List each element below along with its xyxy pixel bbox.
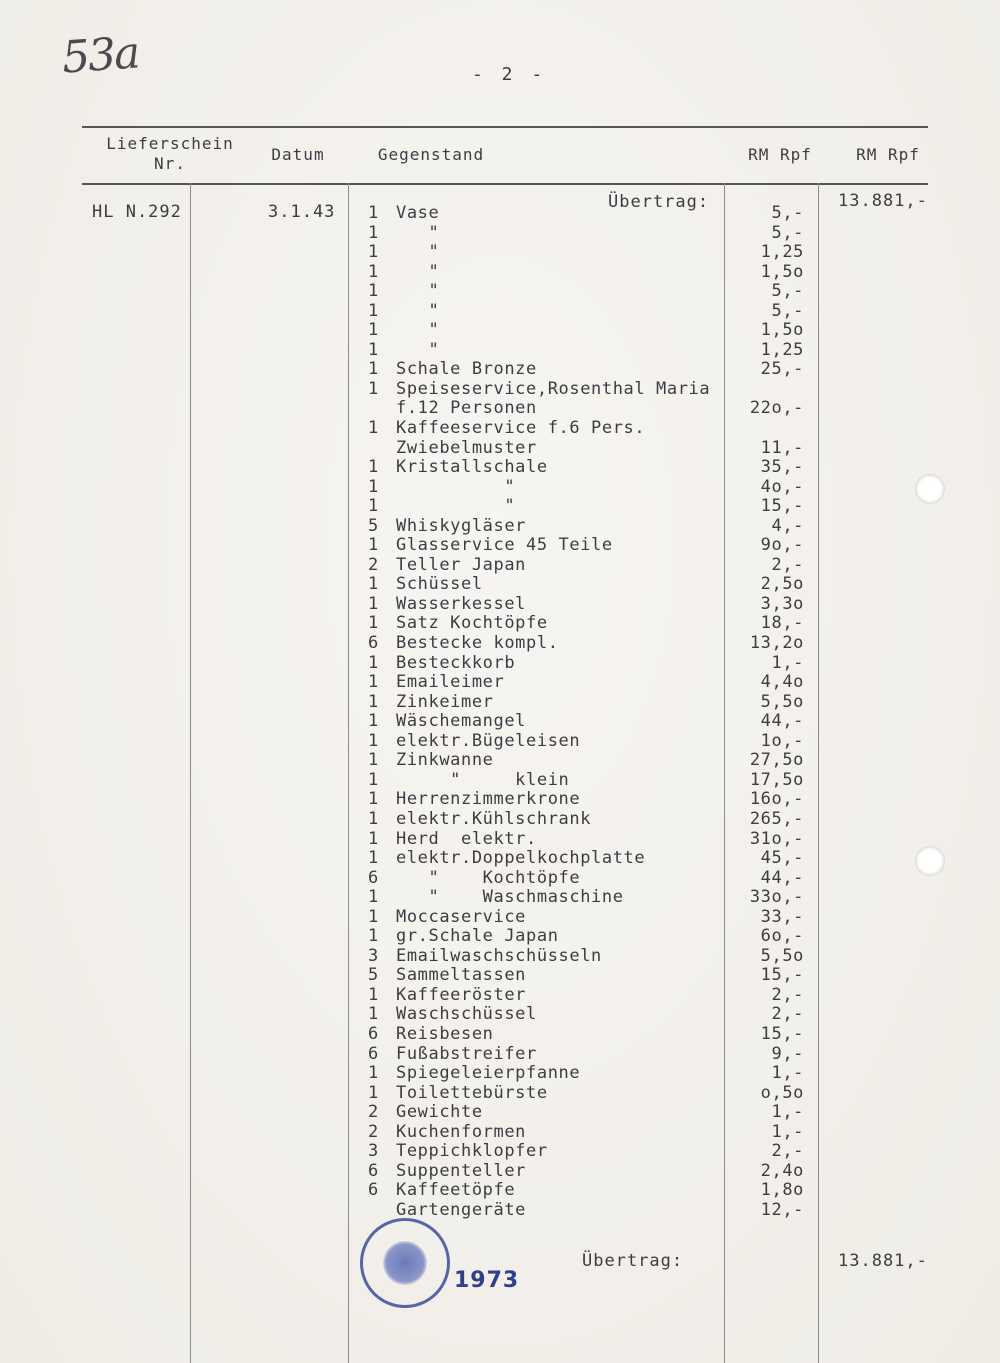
item-quantity: 1 <box>368 926 379 947</box>
item-description: Wäschemangel <box>396 711 527 732</box>
column-divider-4 <box>818 183 819 1363</box>
item-description: Emaileimer <box>396 672 505 693</box>
item-description: f.12 Personen <box>396 398 537 419</box>
list-item <box>368 556 818 576</box>
item-price: 1,- <box>771 652 804 673</box>
item-description: Kaffeeservice f.6 Pers. <box>396 418 646 439</box>
list-item <box>368 478 818 498</box>
column-divider-2 <box>348 183 349 1363</box>
handwritten-page-annotation: 53a <box>60 27 140 84</box>
item-price: 15,- <box>760 1023 804 1044</box>
item-price: 1o,- <box>760 730 804 751</box>
item-description: Kaffeeröster <box>396 984 527 1005</box>
list-item <box>368 673 818 693</box>
item-quantity: 2 <box>368 1102 379 1123</box>
item-price: 2,5o <box>760 574 804 595</box>
list-item <box>368 966 818 986</box>
list-item <box>368 243 818 263</box>
list-item <box>368 654 818 674</box>
item-quantity: 1 <box>368 769 379 790</box>
list-item <box>368 575 818 595</box>
item-description: " <box>396 281 440 302</box>
item-price: 1,25 <box>760 242 804 263</box>
item-quantity: 1 <box>368 887 379 908</box>
list-item <box>368 595 818 615</box>
item-quantity: 2 <box>368 1121 379 1142</box>
item-price: 1,- <box>771 1063 804 1084</box>
list-item <box>368 282 818 302</box>
item-price: 5,- <box>771 203 804 223</box>
stamp-emblem-icon <box>383 1241 427 1285</box>
item-quantity: 1 <box>368 1004 379 1025</box>
carry-over-value-top: 13.881,- <box>838 191 928 211</box>
item-description: Zwiebelmuster <box>396 437 537 458</box>
item-quantity: 1 <box>368 261 379 282</box>
item-quantity: 3 <box>368 945 379 966</box>
item-description: Toilettebürste <box>396 1082 548 1103</box>
item-description: Sammeltassen <box>396 965 527 986</box>
header-price-rm-rpf: RM Rpf <box>748 145 812 164</box>
list-item <box>368 1181 818 1201</box>
item-quantity: 6 <box>368 633 379 654</box>
list-item <box>368 302 818 322</box>
column-divider-1 <box>190 183 191 1363</box>
list-item <box>368 986 818 1006</box>
item-price: 9,- <box>771 1043 804 1064</box>
item-quantity: 1 <box>368 672 379 693</box>
item-description: " Waschmaschine <box>396 887 624 908</box>
archive-stamp <box>360 1218 450 1308</box>
item-description: Satz Kochtöpfe <box>396 613 548 634</box>
item-quantity: 5 <box>368 965 379 986</box>
item-description: Waschschüssel <box>396 1004 537 1025</box>
item-quantity: 1 <box>368 593 379 614</box>
item-price: 22o,- <box>749 398 804 419</box>
list-item <box>368 947 818 967</box>
item-description: " klein <box>396 769 570 790</box>
item-price: 45,- <box>760 848 804 869</box>
item-quantity: 1 <box>368 808 379 829</box>
item-description: Kaffeetöpfe <box>396 1180 516 1201</box>
item-quantity: 1 <box>368 378 379 399</box>
item-description: Teller Japan <box>396 554 527 575</box>
list-item <box>368 1045 818 1065</box>
list-item <box>368 732 818 752</box>
item-price: 17,5o <box>749 769 804 790</box>
header-delivery-note-line2: Nr. <box>154 154 186 173</box>
carry-over-value-bottom: 13.881,- <box>838 1251 928 1271</box>
item-description: " <box>396 339 440 360</box>
item-description: Moccaservice <box>396 906 527 927</box>
item-price: 1,- <box>771 1121 804 1142</box>
item-quantity: 1 <box>368 1063 379 1084</box>
item-quantity: 1 <box>368 242 379 263</box>
item-quantity: 6 <box>368 1180 379 1201</box>
item-description: Speiseservice,Rosenthal Maria <box>396 378 711 399</box>
item-price: 2,- <box>771 554 804 575</box>
item-description: " <box>396 300 440 321</box>
item-description: Whiskygläser <box>396 515 527 536</box>
item-quantity: 1 <box>368 906 379 927</box>
list-item <box>368 497 818 517</box>
list-item <box>368 1103 818 1123</box>
list-item <box>368 419 818 439</box>
item-description: Kristallschale <box>396 457 548 478</box>
delivery-note-number: HL N.292 <box>92 202 182 222</box>
item-quantity: 1 <box>368 222 379 243</box>
item-description: Wasserkessel <box>396 593 527 614</box>
page-number: - 2 - <box>472 64 547 85</box>
item-description: elektr.Doppelkochplatte <box>396 848 646 869</box>
item-price: 25,- <box>760 359 804 380</box>
list-item <box>368 360 818 380</box>
item-price: 35,- <box>760 457 804 478</box>
item-description: Fußabstreifer <box>396 1043 537 1064</box>
item-description: Zinkwanne <box>396 750 494 771</box>
item-price: 5,5o <box>760 691 804 712</box>
item-price: 5,- <box>771 300 804 321</box>
item-description: Herrenzimmerkrone <box>396 789 581 810</box>
list-item <box>368 888 818 908</box>
item-price: 2,4o <box>760 1160 804 1181</box>
list-item <box>368 849 818 869</box>
item-quantity: 2 <box>368 554 379 575</box>
item-price: 2,- <box>771 984 804 1005</box>
item-description: Reisbesen <box>396 1023 494 1044</box>
item-description: Kuchenformen <box>396 1121 527 1142</box>
item-quantity: 1 <box>368 789 379 810</box>
list-item <box>368 614 818 634</box>
list-item <box>368 380 818 400</box>
header-total-rm-rpf: RM Rpf <box>856 145 920 164</box>
item-quantity: 3 <box>368 1141 379 1162</box>
list-item <box>368 771 818 791</box>
list-item <box>368 869 818 889</box>
carry-over-label-bottom: Übertrag: <box>582 1251 684 1271</box>
item-quantity: 1 <box>368 418 379 439</box>
item-description: Glasservice 45 Teile <box>396 535 613 556</box>
list-item <box>368 341 818 361</box>
item-description: " <box>396 320 440 341</box>
item-price: 4,4o <box>760 672 804 693</box>
item-price: 4,- <box>771 515 804 536</box>
item-price: 5,- <box>771 222 804 243</box>
item-quantity: 1 <box>368 652 379 673</box>
stamp-year: 1973 <box>454 1268 520 1293</box>
item-description: Schüssel <box>396 574 483 595</box>
list-item <box>368 517 818 537</box>
item-quantity: 1 <box>368 613 379 634</box>
item-description: " <box>396 222 440 243</box>
item-quantity: 1 <box>368 1082 379 1103</box>
item-price: 1,5o <box>760 261 804 282</box>
item-quantity: 1 <box>368 203 379 223</box>
item-price: 6o,- <box>760 926 804 947</box>
item-list <box>368 204 818 1220</box>
item-price: 1,25 <box>760 339 804 360</box>
item-description: Schale Bronze <box>396 359 537 380</box>
list-item <box>368 1084 818 1104</box>
item-price: 15,- <box>760 496 804 517</box>
list-item <box>368 399 818 419</box>
header-item: Gegenstand <box>377 145 485 164</box>
list-item <box>368 810 818 830</box>
item-description: Besteckkorb <box>396 652 516 673</box>
item-quantity: 1 <box>368 320 379 341</box>
item-price: 1,5o <box>760 320 804 341</box>
item-quantity: 1 <box>368 691 379 712</box>
item-description: Suppenteller <box>396 1160 527 1181</box>
item-quantity: 1 <box>368 339 379 360</box>
item-quantity: 6 <box>368 1043 379 1064</box>
table-top-rule <box>82 126 928 128</box>
list-item <box>368 908 818 928</box>
item-price: 27,5o <box>749 750 804 771</box>
list-item <box>368 536 818 556</box>
item-quantity: 1 <box>368 457 379 478</box>
item-quantity: 1 <box>368 750 379 771</box>
item-quantity: 1 <box>368 711 379 732</box>
item-quantity: 1 <box>368 535 379 556</box>
list-item <box>368 439 818 459</box>
item-description: Emailwaschschüsseln <box>396 945 602 966</box>
item-quantity: 5 <box>368 515 379 536</box>
list-item <box>368 693 818 713</box>
item-quantity: 1 <box>368 476 379 497</box>
item-description: elektr.Kühlschrank <box>396 808 592 829</box>
item-price: 4o,- <box>760 476 804 497</box>
item-quantity: 1 <box>368 848 379 869</box>
item-quantity: 1 <box>368 300 379 321</box>
list-item <box>368 321 818 341</box>
item-price: 33o,- <box>749 887 804 908</box>
list-item <box>368 204 818 224</box>
list-item <box>368 712 818 732</box>
item-price: 11,- <box>760 437 804 458</box>
list-item <box>368 1123 818 1143</box>
list-item <box>368 790 818 810</box>
item-description: " <box>396 261 440 282</box>
item-price: 9o,- <box>760 535 804 556</box>
list-item <box>368 1201 818 1221</box>
carry-over-label-top: Übertrag: <box>608 192 710 212</box>
item-price: 44,- <box>760 867 804 888</box>
item-price: 18,- <box>760 613 804 634</box>
list-item <box>368 751 818 771</box>
item-price: 15,- <box>760 965 804 986</box>
delivery-date: 3.1.43 <box>268 202 336 222</box>
item-price: 3,3o <box>760 593 804 614</box>
item-price: 16o,- <box>749 789 804 810</box>
list-item <box>368 830 818 850</box>
item-quantity: 1 <box>368 359 379 380</box>
item-price: 2,- <box>771 1004 804 1025</box>
list-item <box>368 458 818 478</box>
item-description: Bestecke kompl. <box>396 633 559 654</box>
item-description: Herd elektr. <box>396 828 537 849</box>
item-description: " Kochtöpfe <box>396 867 581 888</box>
item-description: Gewichte <box>396 1102 483 1123</box>
header-date: Datum <box>271 145 325 164</box>
item-description: " <box>396 242 440 263</box>
list-item <box>368 1142 818 1162</box>
item-price: 2,- <box>771 1141 804 1162</box>
item-quantity: 1 <box>368 496 379 517</box>
list-item <box>368 1064 818 1084</box>
item-price: 5,5o <box>760 945 804 966</box>
item-price: 5,- <box>771 281 804 302</box>
item-description: Zinkeimer <box>396 691 494 712</box>
item-description: gr.Schale Japan <box>396 926 559 947</box>
item-quantity: 1 <box>368 730 379 751</box>
item-description: Teppichklopfer <box>396 1141 548 1162</box>
item-price: 12,- <box>760 1199 804 1220</box>
item-price: 13,2o <box>749 633 804 654</box>
item-description: Vase <box>396 203 440 223</box>
item-description: elektr.Bügeleisen <box>396 730 581 751</box>
item-price: 265,- <box>749 808 804 829</box>
item-quantity: 6 <box>368 1023 379 1044</box>
item-description: Gartengeräte <box>396 1199 527 1220</box>
item-description: " <box>396 476 516 497</box>
list-item <box>368 263 818 283</box>
item-price: 1,- <box>771 1102 804 1123</box>
list-item <box>368 1005 818 1025</box>
item-quantity: 6 <box>368 867 379 888</box>
item-quantity: 1 <box>368 574 379 595</box>
item-description: Spiegeleierpfanne <box>396 1063 581 1084</box>
item-price: 1,8o <box>760 1180 804 1201</box>
list-item <box>368 1162 818 1182</box>
item-quantity: 1 <box>368 281 379 302</box>
punch-hole-lower <box>915 846 945 876</box>
item-description: " <box>396 496 516 517</box>
item-quantity: 1 <box>368 984 379 1005</box>
item-price: 44,- <box>760 711 804 732</box>
header-delivery-note-line1: Lieferschein <box>106 134 234 153</box>
item-quantity: 1 <box>368 828 379 849</box>
item-price: 31o,- <box>749 828 804 849</box>
list-item <box>368 634 818 654</box>
list-item <box>368 1025 818 1045</box>
item-price: 33,- <box>760 906 804 927</box>
header-bottom-rule <box>82 183 928 185</box>
header-delivery-note <box>90 134 250 174</box>
punch-hole-upper <box>915 474 945 504</box>
list-item <box>368 927 818 947</box>
item-quantity: 6 <box>368 1160 379 1181</box>
item-price: o,5o <box>760 1082 804 1103</box>
list-item <box>368 224 818 244</box>
